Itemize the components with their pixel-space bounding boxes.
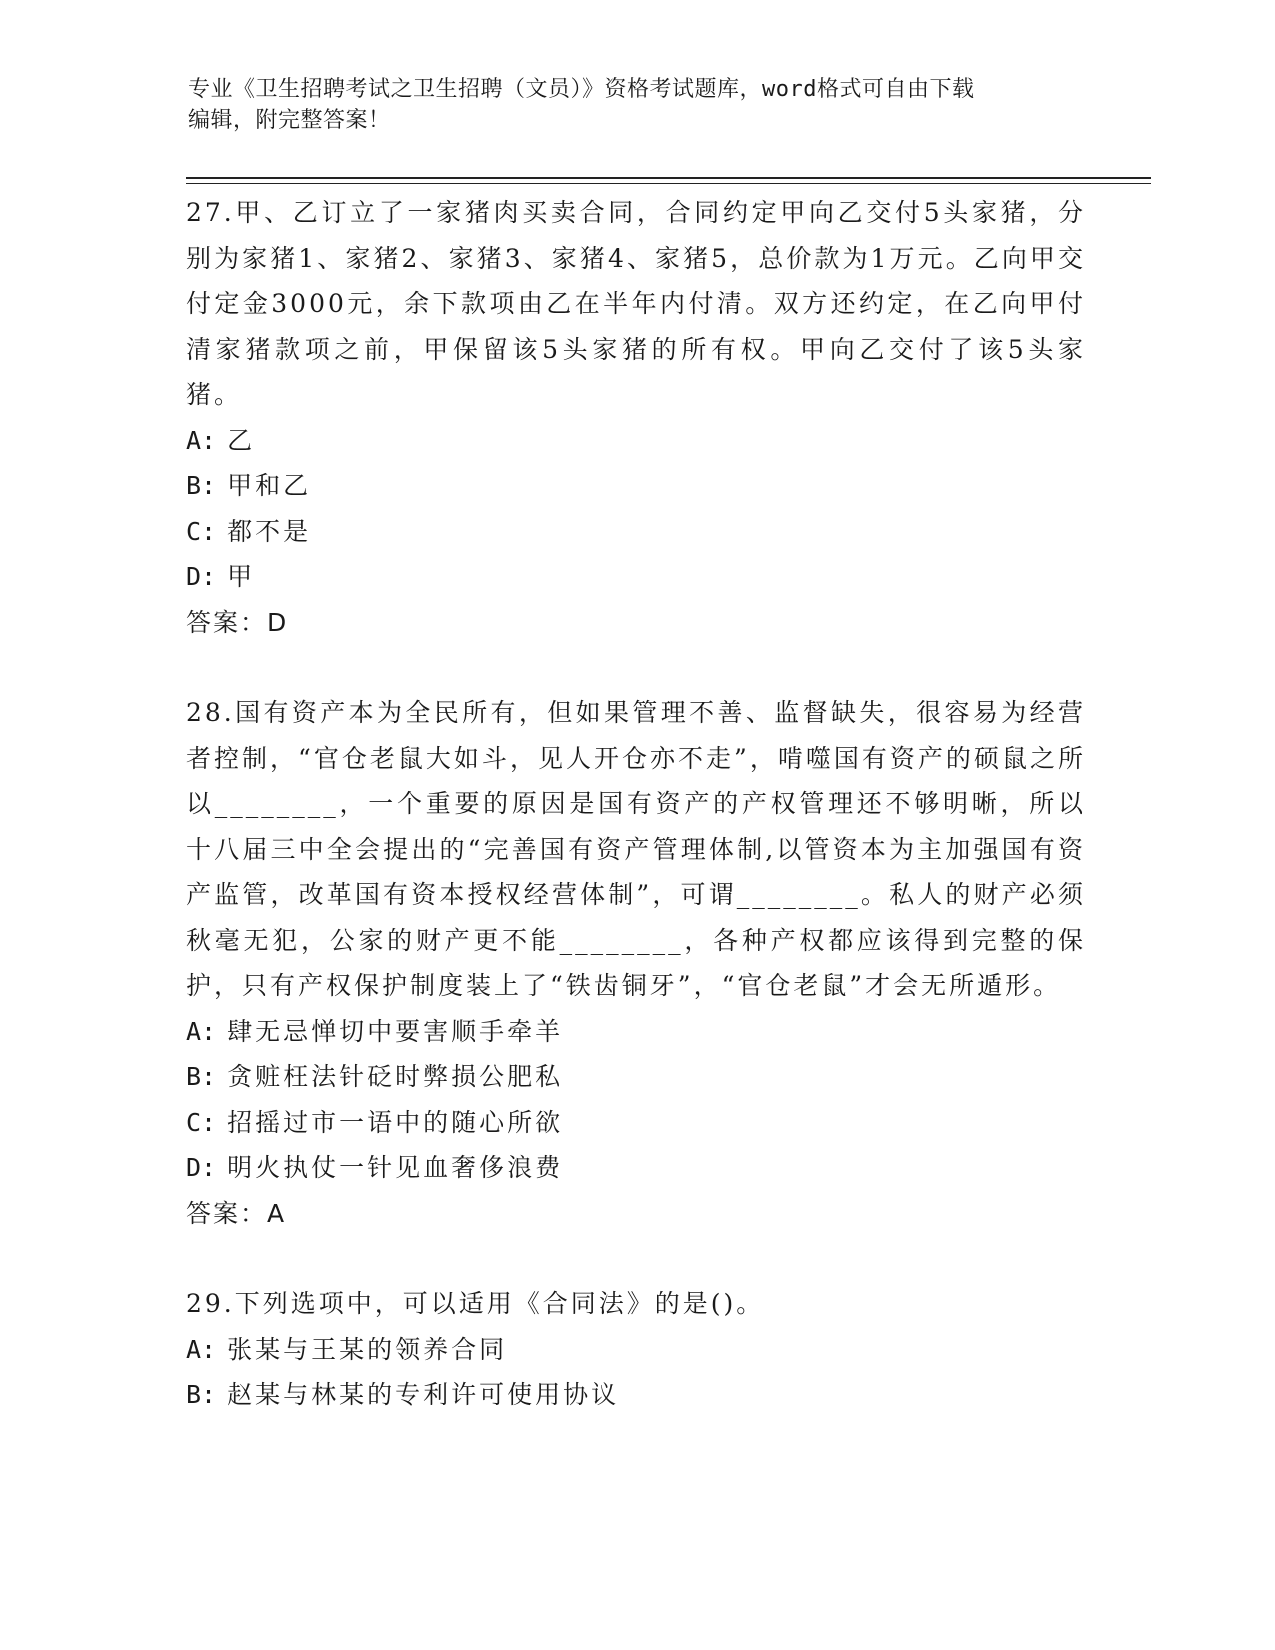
- header-line-1: 专业《卫生招聘考试之卫生招聘（文员）》资格考试题库，word格式可自由下载: [188, 77, 975, 102]
- option-letter: D:: [186, 1153, 217, 1182]
- option-text: 招摇过市一语中的随心所欲: [227, 1107, 564, 1137]
- option-text: 甲和乙: [227, 471, 312, 500]
- option-a: [186, 418, 1086, 464]
- option-text: 贪赃枉法针砭时弊损公肥私: [227, 1062, 564, 1091]
- spacer: [186, 1236, 1086, 1281]
- option-b: [186, 1054, 1086, 1100]
- option-text: 肆无忌惮切中要害顺手牵羊: [227, 1016, 564, 1046]
- option-letter: A:: [186, 1334, 217, 1364]
- option-letter: B:: [186, 1380, 217, 1409]
- header-divider-thick: [186, 177, 1151, 179]
- option-letter: C:: [186, 1107, 217, 1137]
- option-text: 赵某与林某的专利许可使用协议: [227, 1380, 620, 1409]
- option-letter: A:: [186, 425, 217, 455]
- answer-line: 答案：D: [186, 607, 289, 637]
- option-a: [186, 1327, 1086, 1373]
- option-text: 都不是: [227, 516, 312, 546]
- option-c: [186, 509, 1086, 555]
- question-stem: 27.甲、乙订立了一家猪肉买卖合同，合同约定甲向乙交付5头家猪，分别为家猪1、家猪2、家猪3、家猪4、家猪5，总价款为1万元。乙向甲交付定金3000元，余下款项由乙在半年内付清。双方还约定，在乙向甲付清家猪款项之前，甲保留该5头家猪的所有权。甲向乙交付了该5头家猪。: [186, 198, 1086, 409]
- option-d: [186, 1145, 1086, 1191]
- option-text: 甲: [227, 562, 256, 591]
- question-stem: 29.下列选项中，可以适用《合同法》的是()。: [186, 1289, 765, 1318]
- option-b: [186, 463, 1086, 509]
- option-text: 明火执仗一针见血奢侈浪费: [227, 1153, 564, 1182]
- option-b: [186, 1372, 1086, 1418]
- option-a: [186, 1009, 1086, 1055]
- question-list: [186, 190, 1086, 1418]
- option-letter: A:: [186, 1016, 217, 1046]
- option-c: [186, 1100, 1086, 1146]
- question-stem: 28.国有资产本为全民所有，但如果管理不善、监督缺失，很容易为经营者控制，“官仓老鼠大如斗，见人开仓亦不走”，啃噬国有资产的硕鼠之所以________，一个重要的原因是国有资产的产权管理还不够明晰，所以十八届三中全会提出的“完善国有资产管理体制,以管资本为主加强国有资产监管，改革国有资本授权经营体制”，可谓________。私人的财产必须秋毫无犯，公家的财产更不能________，各种产权都应该得到完整的保护，只有产权保护制度装上了“铁齿铜牙”，“官仓老鼠”才会无所遁形。: [186, 698, 1086, 1000]
- option-letter: B:: [186, 471, 217, 500]
- option-text: 张某与王某的领养合同: [227, 1334, 508, 1364]
- option-letter: D:: [186, 562, 217, 591]
- header-divider-thin: [186, 183, 1151, 184]
- answer-line: 答案：A: [186, 1198, 287, 1228]
- question-29: [186, 1281, 1086, 1418]
- option-text: 乙: [227, 425, 256, 455]
- spacer: [186, 645, 1086, 690]
- question-28: [186, 690, 1086, 1236]
- document-header: [188, 74, 1068, 136]
- option-d: [186, 554, 1086, 600]
- option-letter: B:: [186, 1062, 217, 1091]
- header-line-2: 编辑，附完整答案！: [188, 108, 391, 133]
- option-letter: C:: [186, 516, 217, 546]
- question-27: [186, 190, 1086, 645]
